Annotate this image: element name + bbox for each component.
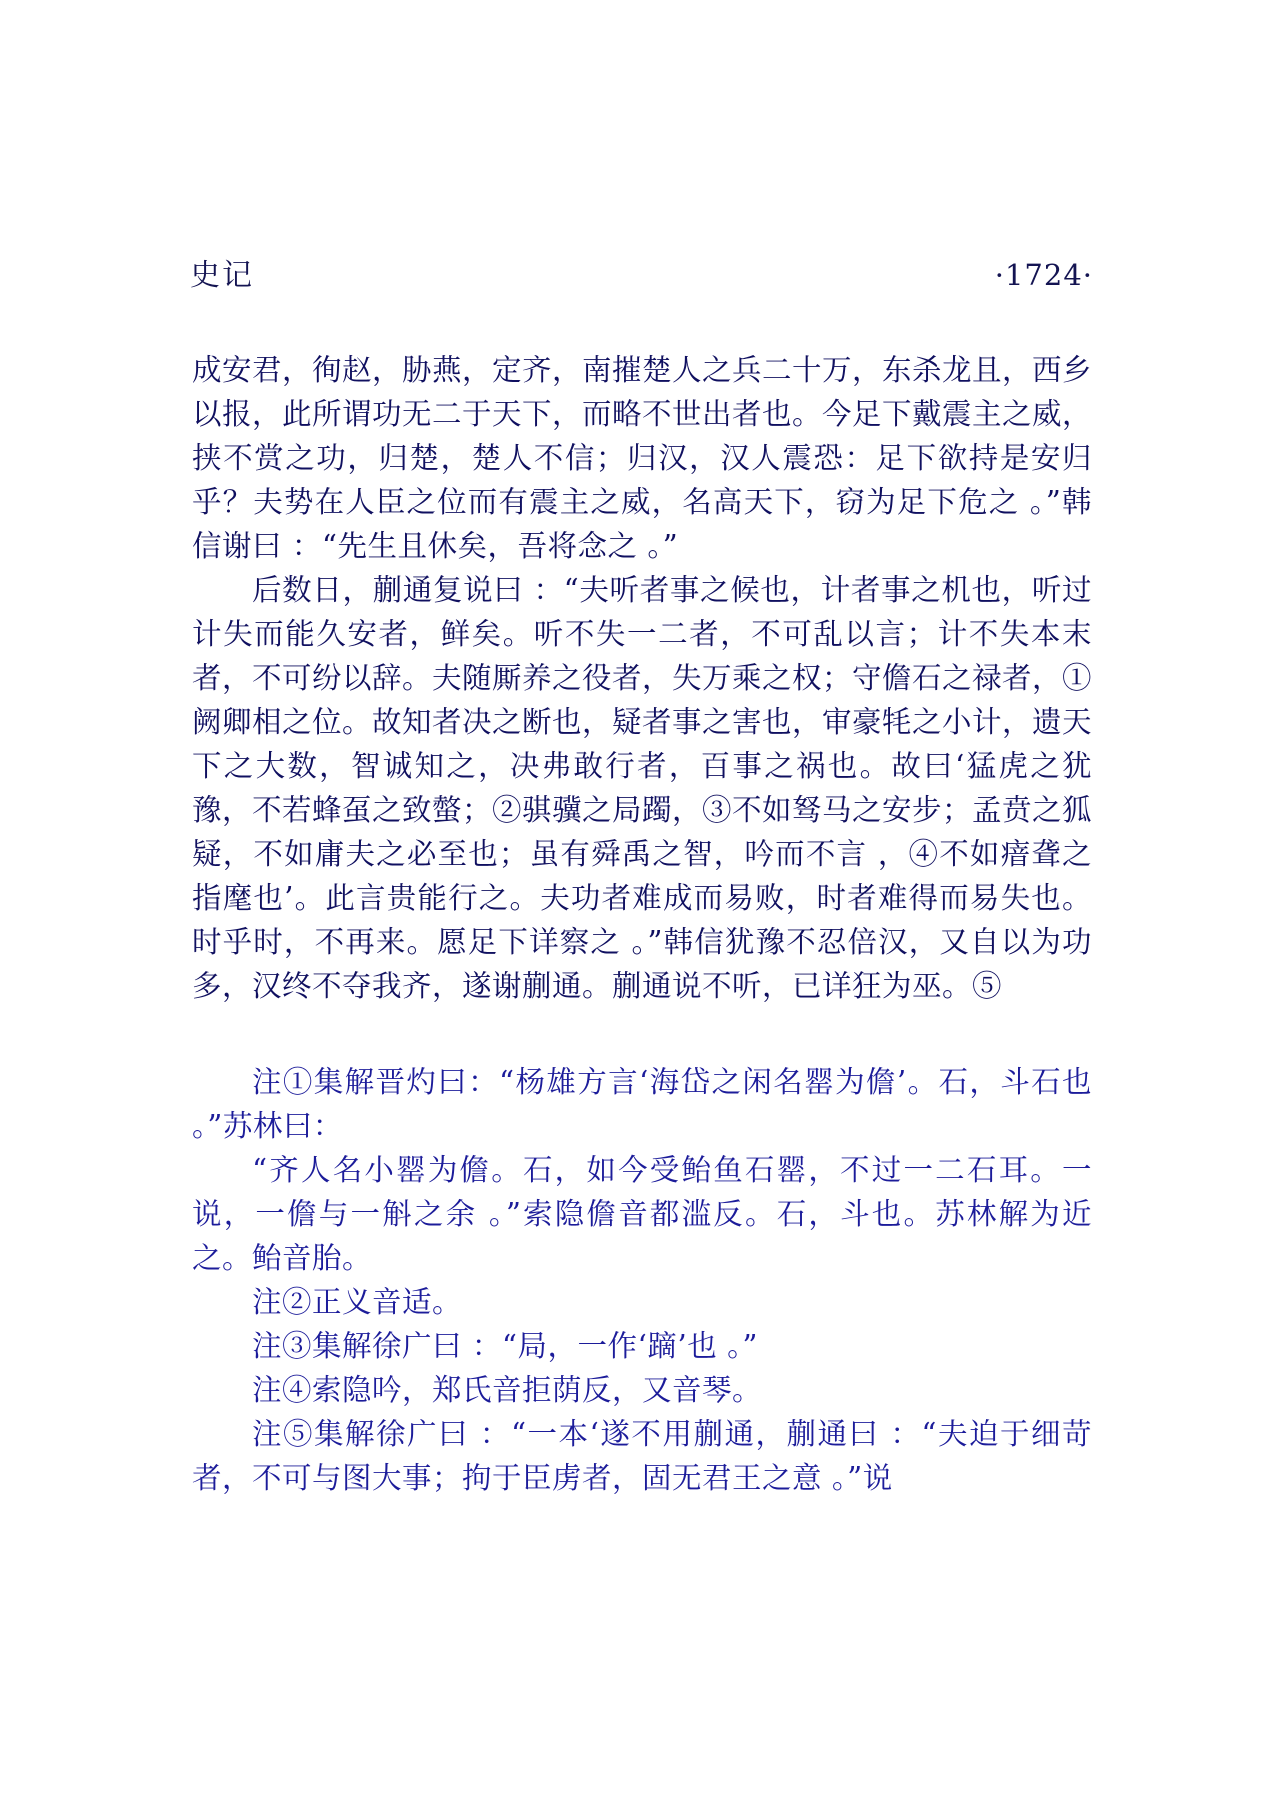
note-line: “齐人名小罂为儋。石，如今受鲐鱼石罂，不过一二石耳。一说，一儋与一斛之余 。”索隐儋音都滥反。石，斗也。苏林解为近之。鲐音胎。 [192,1153,1092,1275]
note-line: 注③集解徐广曰 ：“局，一作‘蹢’也 。” [252,1329,758,1363]
paragraph: 后数日，蒯通复说曰 ：“夫听者事之候也，计者事之机也，听过计失而能久安者，鲜矣。听不失一二者，不可乱以言；计不失本末者，不可纷以辞。夫随厮养之役者，失万乘之权；守儋石之禄者，①阙卿相之位。故知者决之断也，疑者事之害也，审豪牦之小计，遗天下之大数，智诚知之，决弗敢行者，百事之祸也。故曰‘猛虎之犹豫，不若蜂虿之致螫；②骐骥之局躅，③不如驽马之安步；孟贲之狐疑，不如庸夫之必至也；虽有舜禹之智，吟而不言 ，④不如瘖聋之指麾也’。此言贵能行之。夫功者难成而易败，时者难得而易失也。时乎时，不再来。愿足下详察之 。”韩信犹豫不忍倍汉，又自以为功多，汉终不夺我齐，遂谢蒯通。蒯通说不听，已详狂为巫。⑤ [192,573,1093,1003]
note-line: 注①集解晋灼曰：“杨雄方言‘海岱之闲名罂为儋’。石，斗石也 。”苏林曰： [192,1065,1092,1143]
page-content [192,348,1092,1500]
main-text-block [192,348,1092,1008]
paragraph: 成安君，徇赵，胁燕，定齐，南摧楚人之兵二十万，东杀龙且，西乡以报，此所谓功无二于天下，而略不世出者也。今足下戴震主之威，挟不赏之功，归楚，楚人不信；归汉，汉人震恐：足下欲持是安归乎？夫势在人臣之位而有震主之威，名高天下，窃为足下危之 。”韩信谢曰 ：“先生且休矣，吾将念之 。” [192,353,1093,563]
note-line: 注②正义音适。 [252,1285,463,1319]
page-number: ·1724· [994,258,1093,292]
annotations-block [192,1060,1092,1500]
page-header [190,250,1093,294]
note-line: 注⑤集解徐广曰 ：“一本‘遂不用蒯通，蒯通曰 ：“夫迫于细苛者，不可与图大事；拘于臣虏者，固无君王之意 。”说 [192,1417,1092,1495]
note-line: 注④索隐吟，郑氏音拒荫反，又音琴。 [252,1373,763,1407]
book-title: 史记 [190,258,254,293]
